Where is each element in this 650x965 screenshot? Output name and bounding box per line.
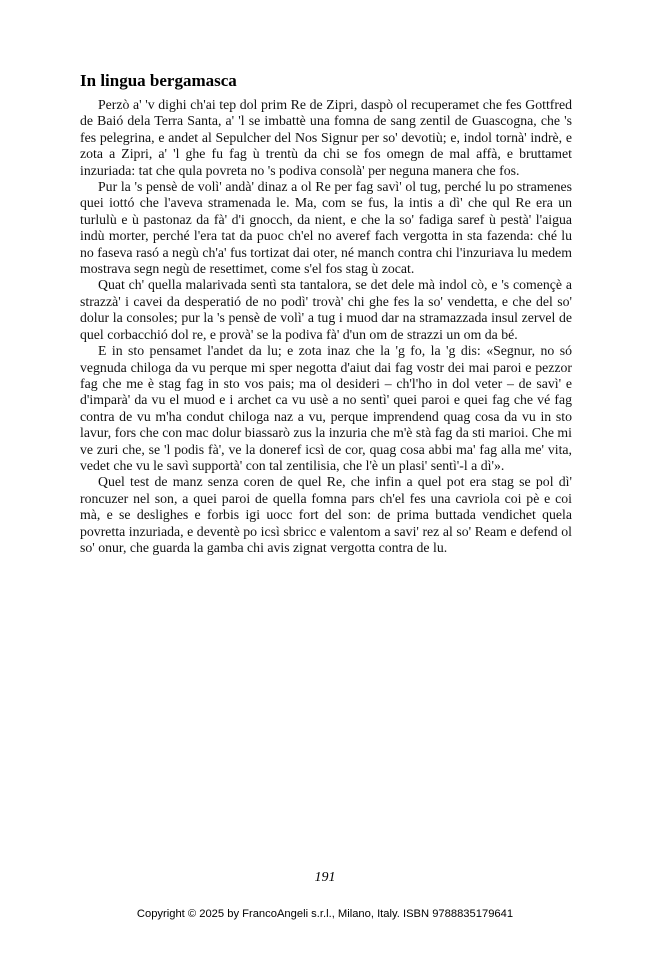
paragraph: E in sto pensamet l'andet da lu; e zota inaz che la 'g fo, la 'g dis: «Segnur, no só vegnuda chiloga da vu perque mi sper negotta d'aiut dai fag vostr dei mai paroi e pezzor fag che me è stag fag in sto vos pais; ma ol desideri – ch'l'ho in dol veter – de savì' e d'imparà' da vu el muod e i archet ca vu usè a no sentì' quei paroi e quei fag che vé fag contra de vu m'ha condut chiloga naz a vu, perque imprendend quag cosa da vu in sto lavur, fors che con mac dolur biassarò zus la inzuria che m'è stà fag da sti marioi. Che mi ve zuri che, se 'l podis fà', ve la doneref icsì de cor, quag cosa abbi ma' fag alla me' vita, vedet che vu le savì supportà' con tal zentilisia, che l'è un plasi' sentì'-l a dì'». xyxy=(80,343,572,473)
section-title: In lingua bergamasca xyxy=(80,71,237,90)
paragraph: Pur la 's pensè de volì' andà' dinaz a ol Re per fag savì' ol tug, perché lu po stramenes quei iottó che l'aveva stramenada le. Ma, com se fus, la intis a dì' che qul Re era un turlulù e ù pastonaz da fà' d'i gnocch, da nient, e che la so' fadiga saref ù pestà' l'aigua indù morter, perché l'era tat da puoc ch'el no averef fach vergotta in sta fazenda: ché lu no faseva rasó a negù ch'a' fus tortizat dai oter, né manch contra chi l'inzuriava lu medem mostrava segn negù de resettimet, come s'el fos stag ù zocat. xyxy=(80,179,572,277)
paragraph: Quat ch' quella malarivada sentì sta tantalora, se det dele mà indol cò, e 's començè a strazzà' i cavei da desperatió de no podì' trovà' chi ghe fes la so' vendetta, e che del so' dolur la consoles; pur la 's pensè de volì' a tug i muod dar na stramazzada insul zervel de quel corbacchió dol re, e provà' se la podiva fà' d'un om de strazzi un om da bé. xyxy=(80,277,572,342)
paragraph: Quel test de manz senza coren de quel Re, che infin a quel pot era stag se pol dì' roncuzer nel son, a quei paroi de quella fomna pars ch'el fes una cavriola coi pè e coi mà, e se deslighes e forbis igi uocc fort del son: de prima buttada vendichet quela povretta inzuriada, e deventè po icsì sbricc e valentom a savi' rez al so' Ream e defend ol so' onur, che guarda la gamba chi avis zignat vergotta contra de lu. xyxy=(80,474,572,555)
body-text xyxy=(80,97,572,556)
paragraph: Perzò a' 'v dighi ch'ai tep dol prim Re de Zipri, daspò ol recuperamet che fes Gottfred de Baió dela Terra Santa, a' 'l se imbattè una fomna de sang zentil de Guascogna, che 's fes pelegrina, e andet al Sepulcher del Nos Signur per so' devotiù; e, indol tornà' indrè, e zota a Zipri, a' 'l ghe fu fag ù trentù da chi se fos omegn de mal affà, e bruttamet inzuriada: tat che qula povreta no 's podiva consolà' per neguna manera che fos. xyxy=(80,97,572,178)
copyright-notice: Copyright © 2025 by FrancoAngeli s.r.l., Milano, Italy. ISBN 9788835179641 xyxy=(136,908,514,920)
page-number: 191 xyxy=(314,870,336,885)
